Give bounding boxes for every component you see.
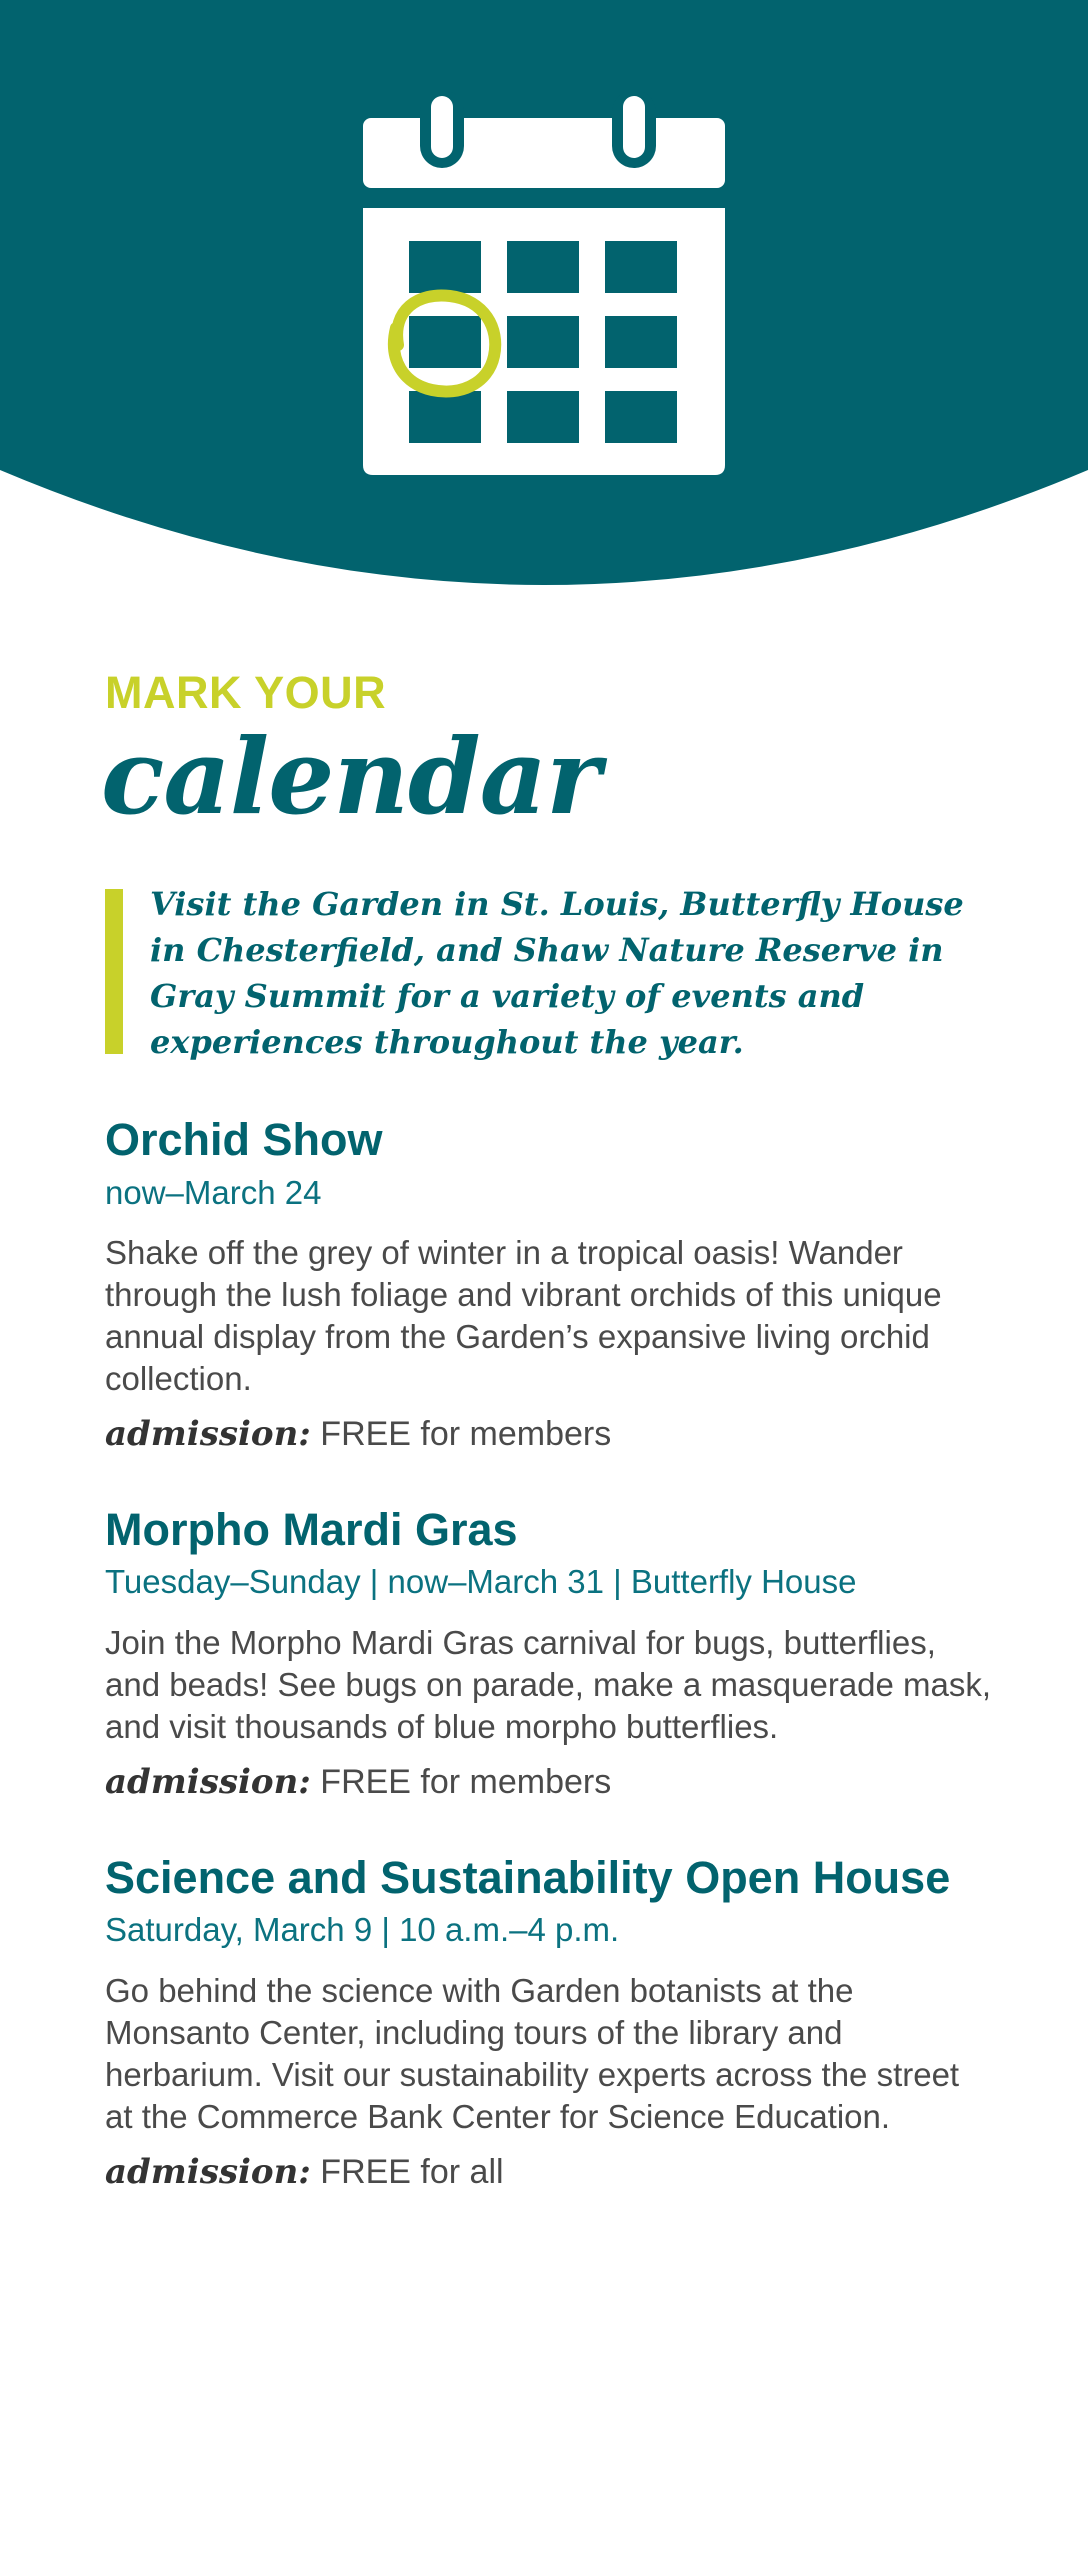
event-description: Join the Morpho Mardi Gras carnival for bugs, butterflies, and beads! See bugs on parade, make a masquerade mask, and visit thousands of blue morpho butterflies.	[105, 1623, 992, 1745]
calendar-icon	[363, 90, 725, 475]
event-admission	[105, 2152, 1005, 2193]
intro-accent-bar	[105, 889, 123, 1054]
event-title: Orchid Show	[105, 1114, 383, 1165]
event-orchid-show	[105, 1115, 1005, 1455]
event-title: Science and Sustainability Open House	[105, 1851, 951, 1903]
event-morpho-mardi-gras	[105, 1505, 1005, 1803]
event-description: Go behind the science with Garden botanists at the Monsanto Center, including tours of the library and herbarium. Visit our sustainability experts across the street at the Commerce Bank Center for Science Education.	[105, 1971, 960, 2135]
header-band	[0, 0, 1088, 590]
admission-label: admission:	[105, 1761, 311, 1802]
event-science-open-house	[105, 1853, 1005, 2193]
event-meta: now–March 24	[105, 1173, 322, 1211]
intro-block	[105, 881, 1005, 1065]
event-meta: Tuesday–Sunday | now–March 31 | Butterfly House	[105, 1563, 857, 1601]
event-meta: Saturday, March 9 | 10 a.m.–4 p.m.	[105, 1911, 620, 1949]
event-admission	[105, 1414, 1005, 1455]
event-description: Shake off the grey of winter in a tropical oasis! Wander through the lush foliage and vibrant orchids of this unique annual display from the Garden’s expansive living orchid collection.	[105, 1234, 942, 1398]
section-title: calendar	[101, 715, 600, 838]
admission-label: admission:	[105, 2151, 311, 2192]
section-kicker: MARK YOUR	[105, 667, 387, 718]
calendar-content	[101, 667, 1005, 2193]
admission-value: FREE for members	[320, 1762, 612, 1801]
admission-value: FREE for all	[320, 2152, 504, 2191]
event-admission	[105, 1762, 1005, 1803]
admission-label: admission:	[105, 1414, 311, 1455]
intro-text: Visit the Garden in St. Louis, Butterfly House in Chesterfield, and Shaw Nature Reserve in Gray Summit for a variety of events and experiences throughout the year.	[150, 885, 964, 1061]
admission-value: FREE for members	[320, 1415, 612, 1454]
event-title: Morpho Mardi Gras	[105, 1503, 518, 1555]
